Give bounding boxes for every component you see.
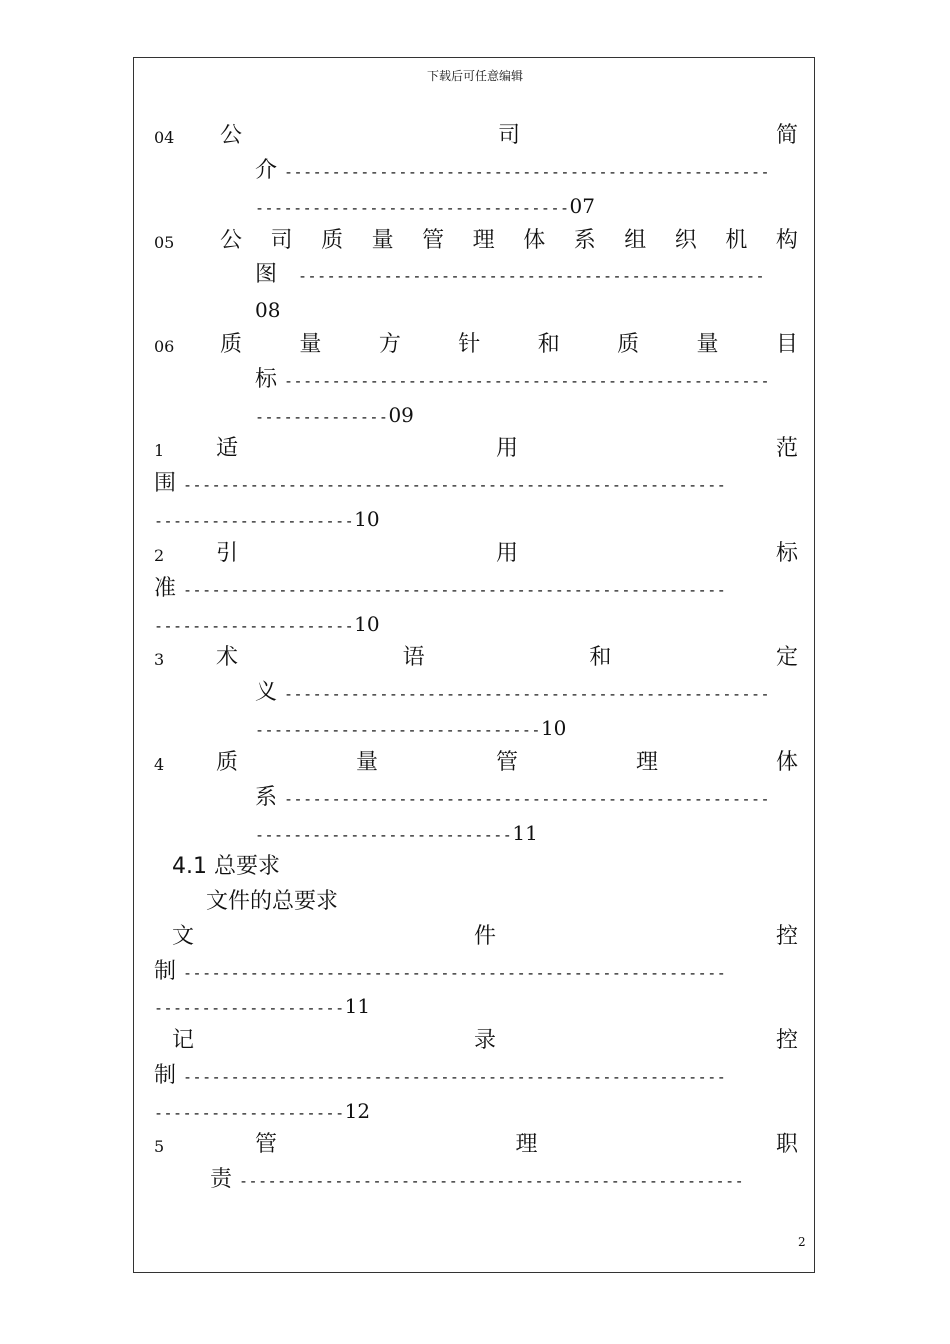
title-char: 理: [472, 228, 495, 253]
dot-leader: --------------: [255, 408, 389, 426]
title-char: 围: [154, 471, 177, 496]
page-ref: 10: [354, 612, 380, 636]
page-ref: 10: [354, 507, 380, 531]
title-char: 管: [495, 750, 518, 775]
entry-number: 5: [154, 1137, 165, 1156]
title-char: 术: [216, 645, 239, 670]
entry-leader-row: [154, 957, 798, 987]
entry-leader-row: [154, 574, 798, 604]
dot-leader: ---------------------------: [255, 826, 513, 844]
title-char: 质: [220, 332, 243, 357]
entry-page-row: [255, 713, 798, 743]
title-char: 用: [495, 436, 518, 461]
entry-page-row: [255, 818, 798, 848]
title-char: 录: [473, 1028, 496, 1053]
dot-leader: ---------------------------------: [255, 199, 570, 217]
entry-number: 04: [154, 128, 175, 147]
dot-leader: -----------------------------------------------------: [239, 1172, 745, 1190]
title-char: 司: [270, 228, 293, 253]
page-header: 下载后可任意编辑: [426, 69, 523, 83]
dot-leader: -------------------------------------------------: [298, 267, 766, 285]
entry-number: 06: [154, 337, 175, 356]
entry-page-row: [154, 1096, 798, 1126]
title-char: 系: [573, 228, 596, 253]
entry-page-row: [255, 191, 798, 221]
page-ref: 12: [344, 1099, 371, 1123]
entry-leader-row: [255, 365, 798, 395]
title-char: 引: [216, 541, 239, 566]
title-char: 准: [154, 576, 177, 601]
dot-leader: ---------------------------------------------------: [284, 163, 771, 181]
title-char: 理: [515, 1132, 538, 1157]
title-char: 记: [172, 1028, 195, 1053]
title-char: 文: [172, 924, 195, 949]
dot-leader: ---------------------: [154, 512, 355, 530]
entry-title-row: [220, 330, 798, 360]
entry-leader-row: [154, 1061, 798, 1091]
title-char: 定: [775, 645, 798, 670]
subsection-label: 文件的总要求: [206, 889, 339, 914]
title-char: 组: [624, 228, 647, 253]
entry-title-row: [220, 121, 798, 151]
title-char: 司: [497, 123, 520, 148]
entry-number: 05: [154, 233, 175, 252]
title-char: 管: [422, 228, 445, 253]
entry-leader-row: [210, 1165, 798, 1195]
title-char: 体: [523, 228, 546, 253]
page-ref: 10: [540, 716, 567, 740]
page-ref: 11: [512, 821, 538, 845]
title-char: 质: [216, 750, 239, 775]
entry-title-row: [255, 1130, 798, 1160]
dot-leader: ---------------------------------------------------: [284, 372, 771, 390]
title-char: 范: [775, 436, 798, 461]
dot-leader: --------------------: [154, 1104, 345, 1122]
title-char: 量: [696, 332, 719, 357]
entry-title-row: [172, 922, 798, 952]
entry-page-row: [255, 295, 798, 325]
entry-title-row: [216, 643, 798, 673]
title-char: 简: [775, 123, 798, 148]
entry-leader-row: [154, 469, 798, 499]
entry-page-row: [154, 504, 798, 534]
entry-number: 1: [154, 441, 165, 460]
entry-page-row: [154, 991, 798, 1021]
title-char: 织: [674, 228, 697, 253]
entry-leader-row: [255, 678, 798, 708]
entry-title-row: [216, 539, 798, 569]
page-ref: 08: [255, 298, 281, 322]
title-char: 标: [255, 367, 278, 392]
title-char: 和: [537, 332, 560, 357]
title-char: 介: [255, 158, 278, 183]
dot-leader: ------------------------------: [255, 721, 541, 739]
title-char: 职: [775, 1132, 798, 1157]
title-char: 公: [220, 123, 243, 148]
title-char: 和: [589, 645, 612, 670]
title-char: 量: [355, 750, 378, 775]
title-char: 责: [210, 1167, 233, 1192]
dot-leader: ---------------------------------------------------: [284, 790, 771, 808]
title-char: 理: [635, 750, 658, 775]
title-char: 件: [473, 924, 496, 949]
entry-leader-row: [255, 260, 798, 290]
page-ref: 07: [569, 194, 595, 218]
dot-leader: ---------------------------------------------------------: [183, 476, 727, 494]
title-char: 公: [220, 228, 243, 253]
title-char: 控: [775, 924, 798, 949]
title-char: 语: [402, 645, 425, 670]
dot-leader: ---------------------------------------------------------: [183, 964, 727, 982]
title-char: 量: [371, 228, 394, 253]
entry-title-row: [216, 748, 798, 778]
title-char: 管: [255, 1132, 278, 1157]
entry-page-row: [255, 400, 798, 430]
title-char: 体: [775, 750, 798, 775]
page-number: 2: [798, 1235, 806, 1249]
page-ref: 11: [344, 994, 371, 1018]
title-char: 系: [255, 785, 278, 810]
entry-number: 3: [154, 650, 165, 669]
entry-title-row: [172, 1026, 798, 1056]
title-char: 用: [495, 541, 518, 566]
title-char: 构: [775, 228, 798, 253]
entry-leader-row: [255, 156, 798, 186]
title-char: 义: [255, 680, 278, 705]
entry-number: 4: [154, 755, 165, 774]
entry-page-row: [154, 609, 798, 639]
dot-leader: ---------------------------------------------------: [284, 685, 771, 703]
dot-leader: --------------------: [154, 999, 345, 1017]
page-ref: 09: [388, 403, 414, 427]
title-char: 目: [775, 332, 798, 357]
title-char: 控: [775, 1028, 798, 1053]
title-char: 质: [321, 228, 344, 253]
title-char: 制: [154, 1063, 177, 1088]
subsection-label: 4.1 总要求: [172, 854, 280, 879]
dot-leader: ---------------------------------------------------------: [183, 1068, 727, 1086]
dot-leader: ---------------------: [154, 617, 355, 635]
dot-leader: ---------------------------------------------------------: [183, 581, 727, 599]
title-char: 量: [299, 332, 322, 357]
entry-number: 2: [154, 546, 165, 565]
entry-title-row: [216, 434, 798, 464]
title-char: 方: [378, 332, 401, 357]
title-char: 质: [617, 332, 640, 357]
title-char: 图: [255, 262, 278, 287]
title-char: 制: [154, 959, 177, 984]
title-char: 机: [725, 228, 748, 253]
title-char: 适: [216, 436, 239, 461]
title-char: 标: [775, 541, 798, 566]
entry-leader-row: [255, 783, 798, 813]
title-char: 针: [458, 332, 481, 357]
entry-title-row: [220, 226, 798, 256]
